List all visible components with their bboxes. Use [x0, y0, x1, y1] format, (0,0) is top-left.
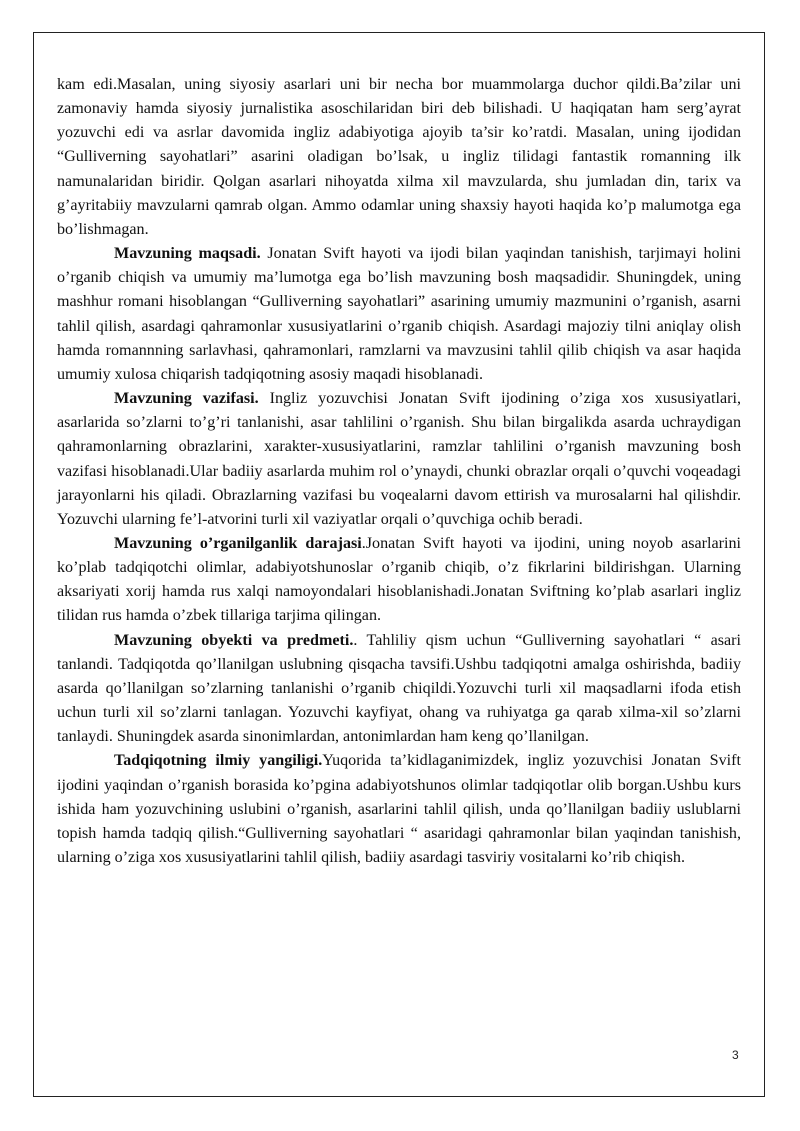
page-number: 3: [732, 1048, 739, 1062]
paragraph-heading: Mavzuning obyekti va predmeti.: [114, 631, 354, 649]
paragraph-heading: Mavzuning o’rganilganlik darajasi: [114, 534, 362, 552]
paragraph-obyekti: [57, 629, 741, 750]
document-body: [57, 73, 741, 870]
paragraph-yangiligi: [57, 749, 741, 870]
paragraph-heading: Tadqiqotning ilmiy yangiligi.: [114, 752, 323, 770]
paragraph-text: Yuqorida ta’kidlaganimizdek, ingliz yozuvchisi Jonatan Svift ijodini yaqindan o’rganish borasida ko’pgina adabiyotshunos olimlar tadqiqotlar olib borgan.Ushbu kurs ishida ham yozuvchining uslubini o’rganish, asarlarini tahlil qilish, unda qo’llanilgan badiiy uslublarni topish hamda tadqiq qilish.“Gulliverning sayohatlari “ asaridagi qahramonlar bilan yaqindan tanishish, ularning o’ziga xos xususiyatlarini tahlil qilish, badiiy asardagi tasviriy vositalarni ko’rib chiqish.: [57, 752, 741, 866]
paragraph-text: . Tahliliy qism uchun “Gulliverning sayohatlari “ asari tanlandi. Tadqiqotda qo’llanilgan uslubning qisqacha tavsifi.Ushbu tadqiqotni amalga oshirishda, badiiy asarda qo’llanilgan so’zlarning tanlanishi o’rganib chiqildi.Yozuvchi turli xil maqsadlarni ifoda etish uchun turli xil so’zlarni tanlagan. Yozuvchi kayfiyat, ohang va ruhiyatga ga qarab xilma-xil so’zlarni tanlaydi. Shuningdek asarda sinonimlardan, antonimlardan ham keng qo’llanilgan.: [57, 631, 742, 746]
paragraph-maqsadi: [57, 242, 741, 387]
paragraph-text: .Jonatan Svift hayoti va ijodini, uning noyob asarlarini ko’plab tadqiqotchi olimlar, adabiyotshunoslar o’rganib chiqib, o’z fikrlarini bildirishgan. Ularning aksariyati xorij hamda rus xalqi namoyondalari hisoblanishadi.Jonatan Sviftning ko’plab asarlari ingliz tilidan rus hamda o’zbek tillariga tarjima qilingan.: [57, 534, 741, 625]
paragraph-text: Ingliz yozuvchisi Jonatan Svift ijodining o’ziga xos xususiyatlari, asarlarida so’zlarni to’g’ri tanlanishi, asar tahlilini o’rganish. Shu bilan birgalikda asarda uchraydigan qahramonlarning obrazlarini, xarakter-xususiyatlarini, ramzlar tahlilini o’rganish mavzuning bosh vazifasi hisoblanadi.Ular badiiy asarlarda muhim rol o’ynaydi, chunki obrazlar orqali o’quvchi voqeadagi jarayonlarni his qiladi. Obrazlarning vazifasi bu voqealarni davom ettirish va murosalarni hal qilishdir. Yozuvchi ularning fe’l-atvorini turli xil vaziyatlar orqali o’quvchiga ochib beradi.: [57, 390, 741, 528]
paragraph-text: kam edi.Masalan, uning siyosiy asarlari uni bir necha bor muammolarga duchor qildi.Ba’zilar uni zamonaviy hamda siyosiy jurnalistika asoschilaridan biri deb bilishadi. U haqiqatan ham serg’ayrat yozuvchi edi va asrlar davomida ingliz adabiyotiga ajoyib ta’sir ko’ratdi. Masalan, uning ijodidan “Gulliverning sayohatlari” asarini oladigan bo’lsak, u ingliz tilidagi fantastik romanning ilk namunalaridan biridir. Qolgan asarlari nihoyatda xilma xil mavzularda, shu jumladan din, tarix va g’ayritabiiy mavzularni qamrab olgan. Ammo odamlar uning shaxsiy hayoti haqida ko’p malumotga ega bo’lishmagan.: [57, 76, 741, 238]
paragraph-heading: Mavzuning vazifasi.: [114, 390, 259, 408]
paragraph-vazifasi: [57, 387, 741, 532]
paragraph-intro: [57, 73, 741, 242]
paragraph-organilganlik: [57, 532, 741, 629]
paragraph-heading: Mavzuning maqsadi.: [114, 245, 261, 263]
paragraph-text: Jonatan Svift hayoti va ijodi bilan yaqindan tanishish, tarjimayi holini o’rganib chiqish va umumiy ma’lumotga ega bo’lish mavzuning bosh maqsadidir. Shuningdek, uning mashhur romani hisoblangan “Gulliverning sayohatlari” asarining umumiy mazmunini o’rganish, asarni tahlil qilish, asardagi qahramonlar xususiyatlarini o’rganib chiqish. Asardagi majoziy tilni aniqlay olish hamda romannning sarlavhasi, qahramonlari, ramzlarni va mavzusini tahlil qilib chiqish va asar haqida umumiy xulosa chiqarish tadqiqotning asosiy maqadi hisoblanadi.: [57, 245, 741, 383]
